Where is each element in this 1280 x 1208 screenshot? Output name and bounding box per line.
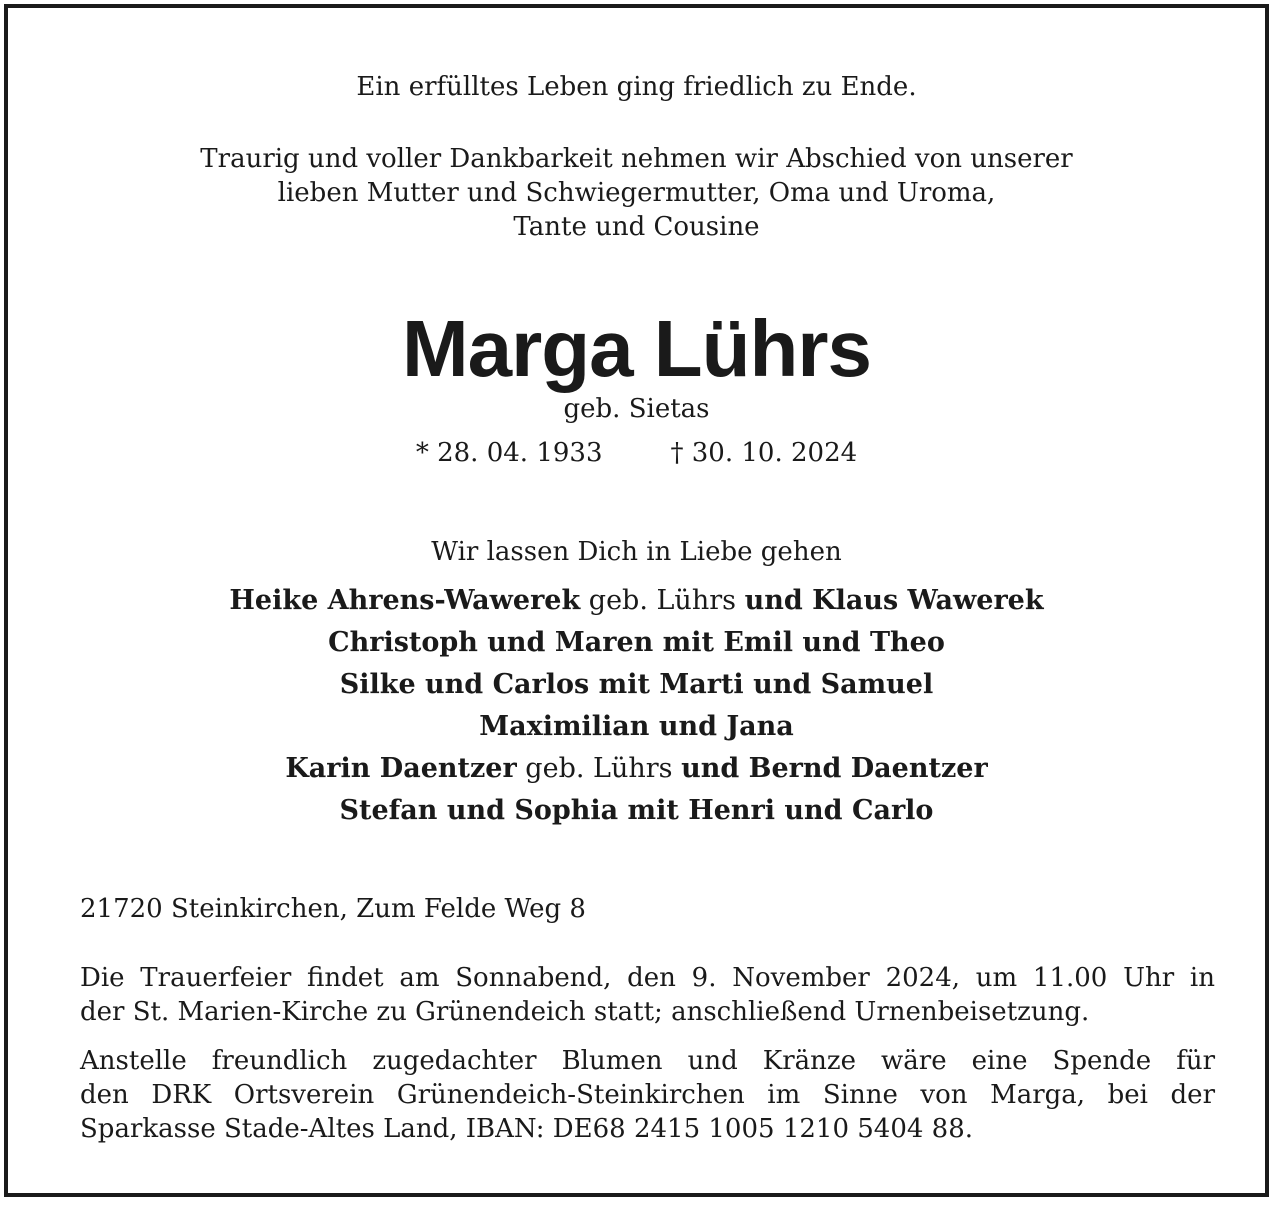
dank-line-1: Traurig und voller Dankbarkeit nehmen wir Abschied von unserer — [200, 144, 1073, 174]
donation-line-2: den DRK Ortsverein Grünendeich-Steinkirchen im Sinne von Marga, bei der — [80, 1080, 1215, 1110]
service-line-2: der St. Marien-Kirche zu Grünendeich statt; anschließend Urnenbeisetzung. — [80, 997, 1090, 1027]
born-name: geb. Sietas — [563, 394, 710, 424]
family-partner: und Klaus Wawerek — [744, 585, 1044, 616]
donation-line-1: Anstelle freundlich zugedachter Blumen und Kränze wäre eine Spende für — [80, 1046, 1215, 1076]
farewell-line: Wir lassen Dich in Liebe gehen — [431, 537, 842, 567]
family-name: Silke und Carlos mit Marti und Samuel — [339, 669, 934, 700]
family-line — [8, 790, 1265, 832]
death-date: † 30. 10. 2024 — [670, 438, 858, 468]
intro-line: Ein erfülltes Leben ging friedlich zu Ende. — [356, 72, 917, 102]
family-line — [8, 706, 1265, 748]
family-partner: und Bernd Daentzer — [681, 753, 988, 784]
donation-line-3: Sparkasse Stade-Altes Land, IBAN: DE68 2415 1005 1210 5404 88. — [80, 1114, 974, 1144]
birth-date: * 28. 04. 1933 — [415, 438, 603, 468]
dank-text — [8, 142, 1265, 244]
family-name: Maximilian und Jana — [479, 711, 794, 742]
dank-line-2: lieben Mutter und Schwiegermutter, Oma und Uroma, — [277, 178, 996, 208]
family-name: Stefan und Sophia mit Henri und Carlo — [339, 795, 934, 826]
obituary-frame — [4, 4, 1269, 1197]
family-born-note: geb. Lührs — [516, 753, 682, 784]
family-list — [8, 580, 1265, 832]
address: 21720 Steinkirchen, Zum Felde Weg 8 — [80, 894, 586, 924]
service-info — [80, 961, 1215, 1029]
deceased-name: Marga Lührs — [401, 304, 872, 393]
family-line — [8, 748, 1265, 790]
family-line — [8, 664, 1265, 706]
dates-line — [8, 436, 1265, 470]
family-name: Heike Ahrens-Wawerek — [229, 585, 581, 616]
family-line — [8, 580, 1265, 622]
family-born-note: geb. Lührs — [580, 585, 745, 616]
donation-info — [80, 1044, 1215, 1146]
service-line-1: Die Trauerfeier findet am Sonnabend, den 9. November 2024, um 11.00 Uhr in — [80, 963, 1215, 993]
dank-line-3: Tante und Cousine — [513, 212, 760, 242]
family-name: Christoph und Maren mit Emil und Theo — [328, 627, 945, 658]
family-line — [8, 622, 1265, 664]
family-name: Karin Daentzer — [285, 753, 517, 784]
